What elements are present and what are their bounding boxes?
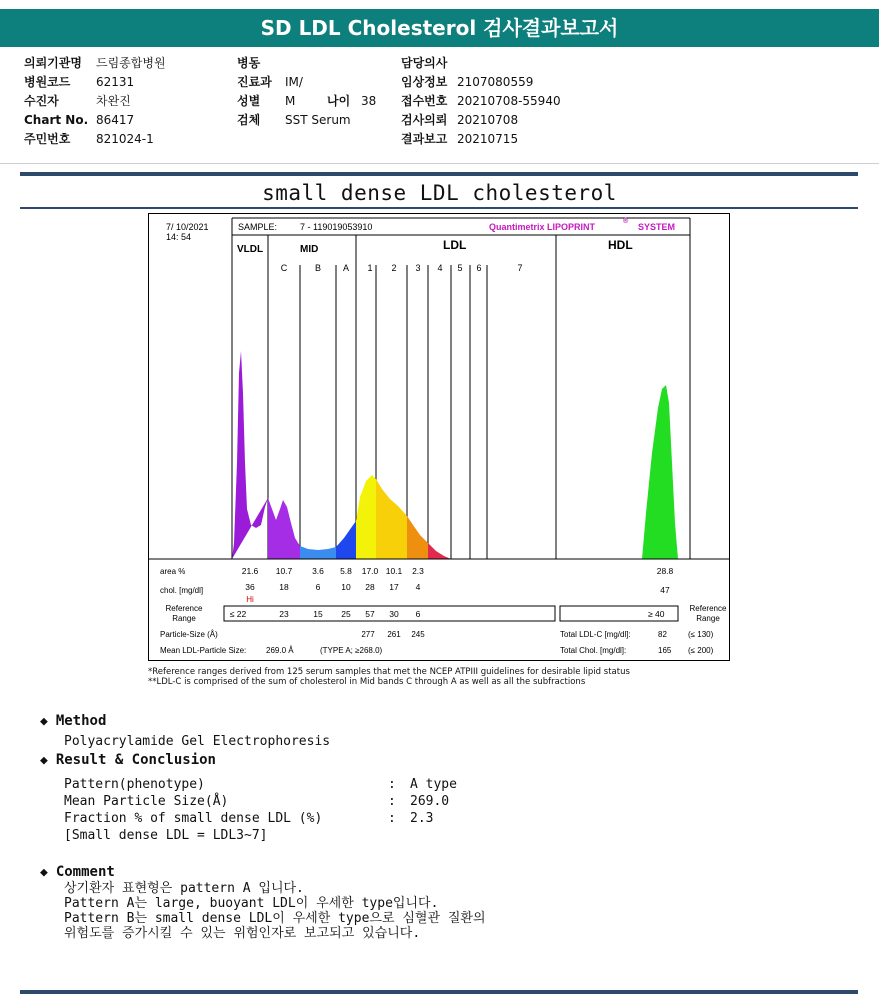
diamond-icon: ◆ xyxy=(40,753,48,768)
ref-row-label-2: Range xyxy=(172,614,196,623)
sample-label: SAMPLE: xyxy=(238,222,278,232)
info-label: 접수번호 xyxy=(401,94,448,108)
result-label: Fraction % of small dense LDL (%) xyxy=(64,811,323,826)
hdl-area-value: 28.8 xyxy=(656,566,674,576)
info-label: 결과보고 xyxy=(401,132,448,146)
band-label: 5 xyxy=(457,263,463,273)
info-value: 38 xyxy=(361,94,377,108)
particle-size-value: 245 xyxy=(411,630,425,639)
divider xyxy=(20,172,858,176)
info-label: 의뢰기관명 xyxy=(24,56,82,70)
chol-value: 28 xyxy=(365,582,375,592)
particle-size-value: 261 xyxy=(387,630,401,639)
chart-date: 7/ 10/2021 xyxy=(166,222,209,232)
chol-value: 17 xyxy=(389,582,399,592)
result-heading-text: Result & Conclusion xyxy=(55,752,216,768)
info-label: 병원코드 xyxy=(24,75,71,89)
info-label: 주민번호 xyxy=(24,132,71,146)
hdl-chol-value: 47 xyxy=(660,585,670,595)
comment-line: 상기환자 표현형은 pattern A 입니다. xyxy=(64,881,304,896)
info-value: 2107080559 xyxy=(457,75,534,89)
area-value: 10.1 xyxy=(385,566,403,576)
band-label: B xyxy=(314,263,322,273)
lipoprint-chart xyxy=(148,213,730,661)
info-value: 821024-1 xyxy=(96,132,154,146)
result-value: 269.0 xyxy=(410,794,450,809)
info-value: 20210715 xyxy=(457,132,519,146)
divider xyxy=(20,207,858,209)
ref-value: ≤ 22 xyxy=(229,609,247,619)
high-flag: Hi xyxy=(246,595,254,604)
chol-value: 6 xyxy=(315,582,321,592)
ref-value: 57 xyxy=(365,609,375,619)
comment-line: Pattern A는 large, buoyant LDL이 우세한 type입니다. xyxy=(64,896,439,911)
comment-heading xyxy=(40,864,115,880)
report-header-title: SD LDL Cholesterol 검사결과보고서 xyxy=(0,9,879,47)
info-label: 진료과 xyxy=(237,75,272,89)
info-value: 20210708-55940 xyxy=(457,94,561,108)
comment-line: 위험도를 증가시킬 수 있는 위험인자로 보고되고 있습니다. xyxy=(64,926,421,941)
band-label: 3 xyxy=(415,263,421,273)
method-text: Polyacrylamide Gel Electrophoresis xyxy=(64,734,331,749)
result-label: Mean Particle Size(Å) xyxy=(64,794,229,809)
particle-size-value: 277 xyxy=(361,630,375,639)
system-suffix: SYSTEM xyxy=(638,222,676,232)
info-label: 임상정보 xyxy=(401,75,448,89)
divider xyxy=(0,163,879,164)
system-mark: ® xyxy=(623,218,629,225)
info-label: 검체 xyxy=(237,113,261,127)
band-label: 2 xyxy=(391,263,397,273)
info-value: SST Serum xyxy=(285,113,351,127)
area-value: 17.0 xyxy=(361,566,379,576)
band-label: 6 xyxy=(476,263,482,273)
band-label: 4 xyxy=(437,263,443,273)
area-value: 10.7 xyxy=(275,566,293,576)
info-value: 20210708 xyxy=(457,113,519,127)
divider xyxy=(20,990,858,994)
total-ldl-label: Total LDL-C [mg/dl]: xyxy=(560,630,631,639)
band-label: 1 xyxy=(367,263,373,273)
area-value: 2.3 xyxy=(412,566,424,576)
result-label: Pattern(phenotype) xyxy=(64,777,205,792)
info-label: 나이 xyxy=(327,94,351,108)
info-value: 62131 xyxy=(96,75,135,89)
info-value: 차완진 xyxy=(96,94,131,108)
result-colon: : xyxy=(388,811,396,826)
band-label: C xyxy=(280,263,288,273)
total-chol-ref: (≤ 200) xyxy=(688,646,714,655)
info-value: IM/ xyxy=(285,75,303,89)
band-label: A xyxy=(342,263,350,273)
mean-size-type: (TYPE A; ≥268.0) xyxy=(320,646,383,655)
info-label: 수진자 xyxy=(24,94,59,108)
group-label-hdl: HDL xyxy=(608,238,633,252)
patient-info-col1 xyxy=(24,54,166,149)
info-label: 검사의뢰 xyxy=(401,113,448,127)
comment-line: Pattern B는 small dense LDL이 우세한 type으로 심혈관 질환의 xyxy=(64,911,486,926)
band-label: 7 xyxy=(517,263,523,273)
result-value: A type xyxy=(410,777,457,792)
group-label-vldl: VLDL xyxy=(237,244,264,255)
method-heading-text: Method xyxy=(55,713,107,729)
chol-value: 36 xyxy=(245,582,255,592)
info-value: M xyxy=(285,94,296,108)
chol-row-label: chol. [mg/dl] xyxy=(160,586,204,595)
total-ldl-ref: (≤ 130) xyxy=(688,630,714,639)
info-label: 병동 xyxy=(237,56,261,70)
group-label-ldl: LDL xyxy=(443,238,467,252)
report-title: small dense LDL cholesterol xyxy=(262,181,617,205)
footnote: **LDL-C is comprised of the sum of cholesterol in Mid bands C through A as well as all the subfractions xyxy=(148,677,586,687)
chart-frame xyxy=(149,214,730,661)
chol-value: 4 xyxy=(415,582,421,592)
patient-info-col3 xyxy=(401,54,561,149)
ref-value: 15 xyxy=(313,609,323,619)
method-heading xyxy=(40,713,106,729)
total-ldl-value: 82 xyxy=(658,630,667,639)
chol-value: 18 xyxy=(279,582,289,592)
system-label: Quantimetrix LIPOPRINT xyxy=(489,222,596,232)
mean-size-label: Mean LDL-Particle Size: xyxy=(160,646,247,655)
area-value: 3.6 xyxy=(312,566,324,576)
ref-row-label-hdl-2: Range xyxy=(696,614,720,623)
info-label: 성별 xyxy=(237,94,261,108)
ref-value: 25 xyxy=(341,609,351,619)
result-colon: : xyxy=(388,794,396,809)
ref-row-label-hdl-1: Reference xyxy=(689,604,727,613)
info-value: 86417 xyxy=(96,113,135,127)
patient-info-col2 xyxy=(237,54,376,130)
ref-value: 23 xyxy=(279,609,289,619)
chol-value: 10 xyxy=(341,582,351,592)
area-value: 5.8 xyxy=(340,566,352,576)
ref-row-label-1: Reference xyxy=(165,604,203,613)
diamond-icon: ◆ xyxy=(40,714,48,729)
comment-heading-text: Comment xyxy=(55,864,115,880)
particle-size-label: Particle-Size (Å) xyxy=(160,630,218,639)
result-note: [Small dense LDL = LDL3~7] xyxy=(64,828,268,843)
hdl-ref-value: ≥ 40 xyxy=(648,609,665,619)
total-chol-label: Total Chol. [mg/dl]: xyxy=(560,646,627,655)
total-chol-value: 165 xyxy=(658,646,672,655)
sample-value: 7 - 119019053910 xyxy=(300,222,373,232)
mean-size-value: 269.0 Å xyxy=(266,646,294,655)
chart-time: 14: 54 xyxy=(166,232,192,242)
result-heading xyxy=(40,752,216,768)
info-label: 담당의사 xyxy=(401,56,448,70)
area-row-label: area % xyxy=(160,567,186,576)
ref-value: 6 xyxy=(415,609,421,619)
area-value: 21.6 xyxy=(241,566,259,576)
group-label-mid: MID xyxy=(300,244,319,255)
diamond-icon: ◆ xyxy=(40,865,48,880)
info-label: Chart No. xyxy=(24,113,89,127)
ref-value: 30 xyxy=(389,609,399,619)
result-colon: : xyxy=(388,777,396,792)
footnote: *Reference ranges derived from 125 serum samples that met the NCEP ATPIII guidelines for desirable lipid status xyxy=(148,667,630,677)
result-value: 2.3 xyxy=(410,811,434,826)
info-value: 드림종합병원 xyxy=(96,56,166,70)
